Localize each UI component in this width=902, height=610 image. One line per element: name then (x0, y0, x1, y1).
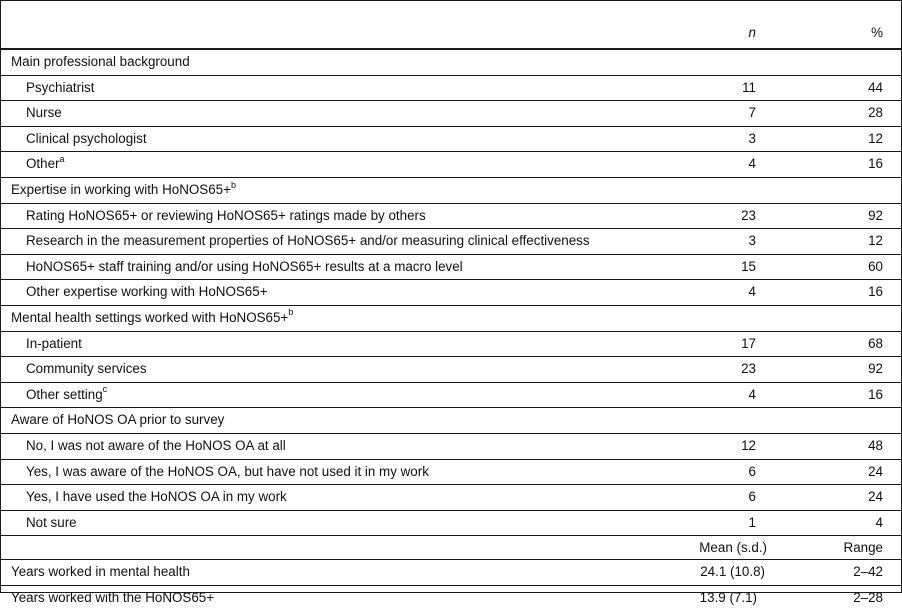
row-n: 11 (742, 79, 756, 95)
table-row (1, 203, 901, 229)
table-row (1, 126, 901, 152)
row-percent: 28 (868, 105, 883, 121)
row-label: Clinical psychologist (26, 130, 147, 146)
section-title: Main professional background (11, 54, 190, 69)
row-label: Other setting$^c$ (26, 384, 108, 402)
table-row (1, 510, 901, 536)
row-n: 23 (741, 361, 756, 377)
header-percent: % (871, 25, 883, 40)
table-row (1, 459, 901, 485)
table-row (1, 560, 901, 586)
row-label: Community services (26, 361, 147, 377)
stats-header-label-cell (1, 536, 651, 560)
row-n: 7 (748, 105, 756, 121)
stat-mean: 24.1 (10.8) (700, 564, 765, 580)
row-percent: 16 (868, 284, 883, 300)
row-percent: 4 (875, 514, 883, 530)
row-percent: 92 (868, 361, 883, 377)
row-percent: 60 (868, 258, 883, 274)
stat-label: Years worked in mental health (11, 564, 190, 580)
row-percent: 16 (868, 386, 883, 402)
stat-range: 2–42 (853, 564, 883, 580)
row-label: Other expertise working with HoNOS65+ (26, 284, 268, 300)
row-label: Nurse (26, 105, 62, 121)
table-header-row (1, 1, 901, 49)
table-row (1, 331, 901, 357)
row-n: 23 (741, 207, 756, 223)
row-n: 6 (748, 463, 756, 479)
row-label: Rating HoNOS65+ or reviewing HoNOS65+ ratings made by others (26, 207, 426, 223)
row-n: 3 (748, 233, 756, 249)
row-label: No, I was not aware of the HoNOS OA at all (26, 437, 286, 453)
section-row (1, 408, 901, 434)
participant-characteristics-table (1, 1, 901, 610)
table-row (1, 280, 901, 306)
row-percent: 12 (868, 233, 883, 249)
table-row (1, 75, 901, 101)
header-mean-sd: Mean (s.d.) (699, 540, 767, 556)
row-percent: 16 (868, 156, 883, 172)
stats-header-row (1, 536, 901, 560)
row-percent: 68 (868, 335, 883, 351)
section-row (1, 49, 901, 75)
table-row (1, 357, 901, 383)
table-row (1, 254, 901, 280)
table-row (1, 101, 901, 127)
table-row (1, 382, 901, 408)
row-label: Yes, I was aware of the HoNOS OA, but have not used it in my work (26, 463, 429, 479)
row-n: 12 (741, 437, 756, 453)
row-n: 4 (748, 156, 756, 172)
row-label: Psychiatrist (26, 79, 95, 95)
row-label: Not sure (26, 514, 77, 530)
row-n: 1 (748, 514, 756, 530)
row-percent: 24 (868, 489, 883, 505)
row-n: 6 (748, 489, 756, 505)
section-row (1, 177, 901, 203)
table-row (1, 152, 901, 178)
header-range: Range (843, 540, 883, 556)
row-percent: 48 (868, 437, 883, 453)
section-title: Aware of HoNOS OA prior to survey (11, 412, 225, 428)
section-row (1, 305, 901, 331)
section-title: Mental health settings worked with HoNOS65+$^b$ (11, 307, 294, 325)
header-label-cell (1, 1, 651, 49)
table-row (1, 229, 901, 255)
row-label: In-patient (26, 335, 82, 351)
row-label: Yes, I have used the HoNOS OA in my work (26, 489, 287, 505)
row-n: 15 (741, 258, 756, 274)
table-row (1, 585, 901, 610)
table-row (1, 485, 901, 511)
section-title: Expertise in working with HoNOS65+$^b$ (11, 179, 236, 197)
row-n: 3 (748, 130, 756, 146)
row-percent: 12 (868, 130, 883, 146)
row-n: 17 (741, 335, 756, 351)
table-row (1, 433, 901, 459)
row-percent: 44 (868, 79, 883, 95)
row-label: Other$^a$ (26, 153, 65, 172)
stat-range: 2–28 (853, 589, 883, 605)
row-label: HoNOS65+ staff training and/or using HoNOS65+ results at a macro level (26, 258, 463, 274)
row-label: Research in the measurement properties of HoNOS65+ and/or measuring clinical effectiveness (26, 233, 590, 249)
header-n: n (748, 25, 756, 40)
row-percent: 92 (868, 207, 883, 223)
stat-label: Years worked with the HoNOS65+ (11, 589, 215, 605)
row-percent: 24 (868, 463, 883, 479)
row-n: 4 (748, 284, 756, 300)
row-n: 4 (748, 386, 756, 402)
stat-mean: 13.9 (7.1) (699, 589, 757, 605)
